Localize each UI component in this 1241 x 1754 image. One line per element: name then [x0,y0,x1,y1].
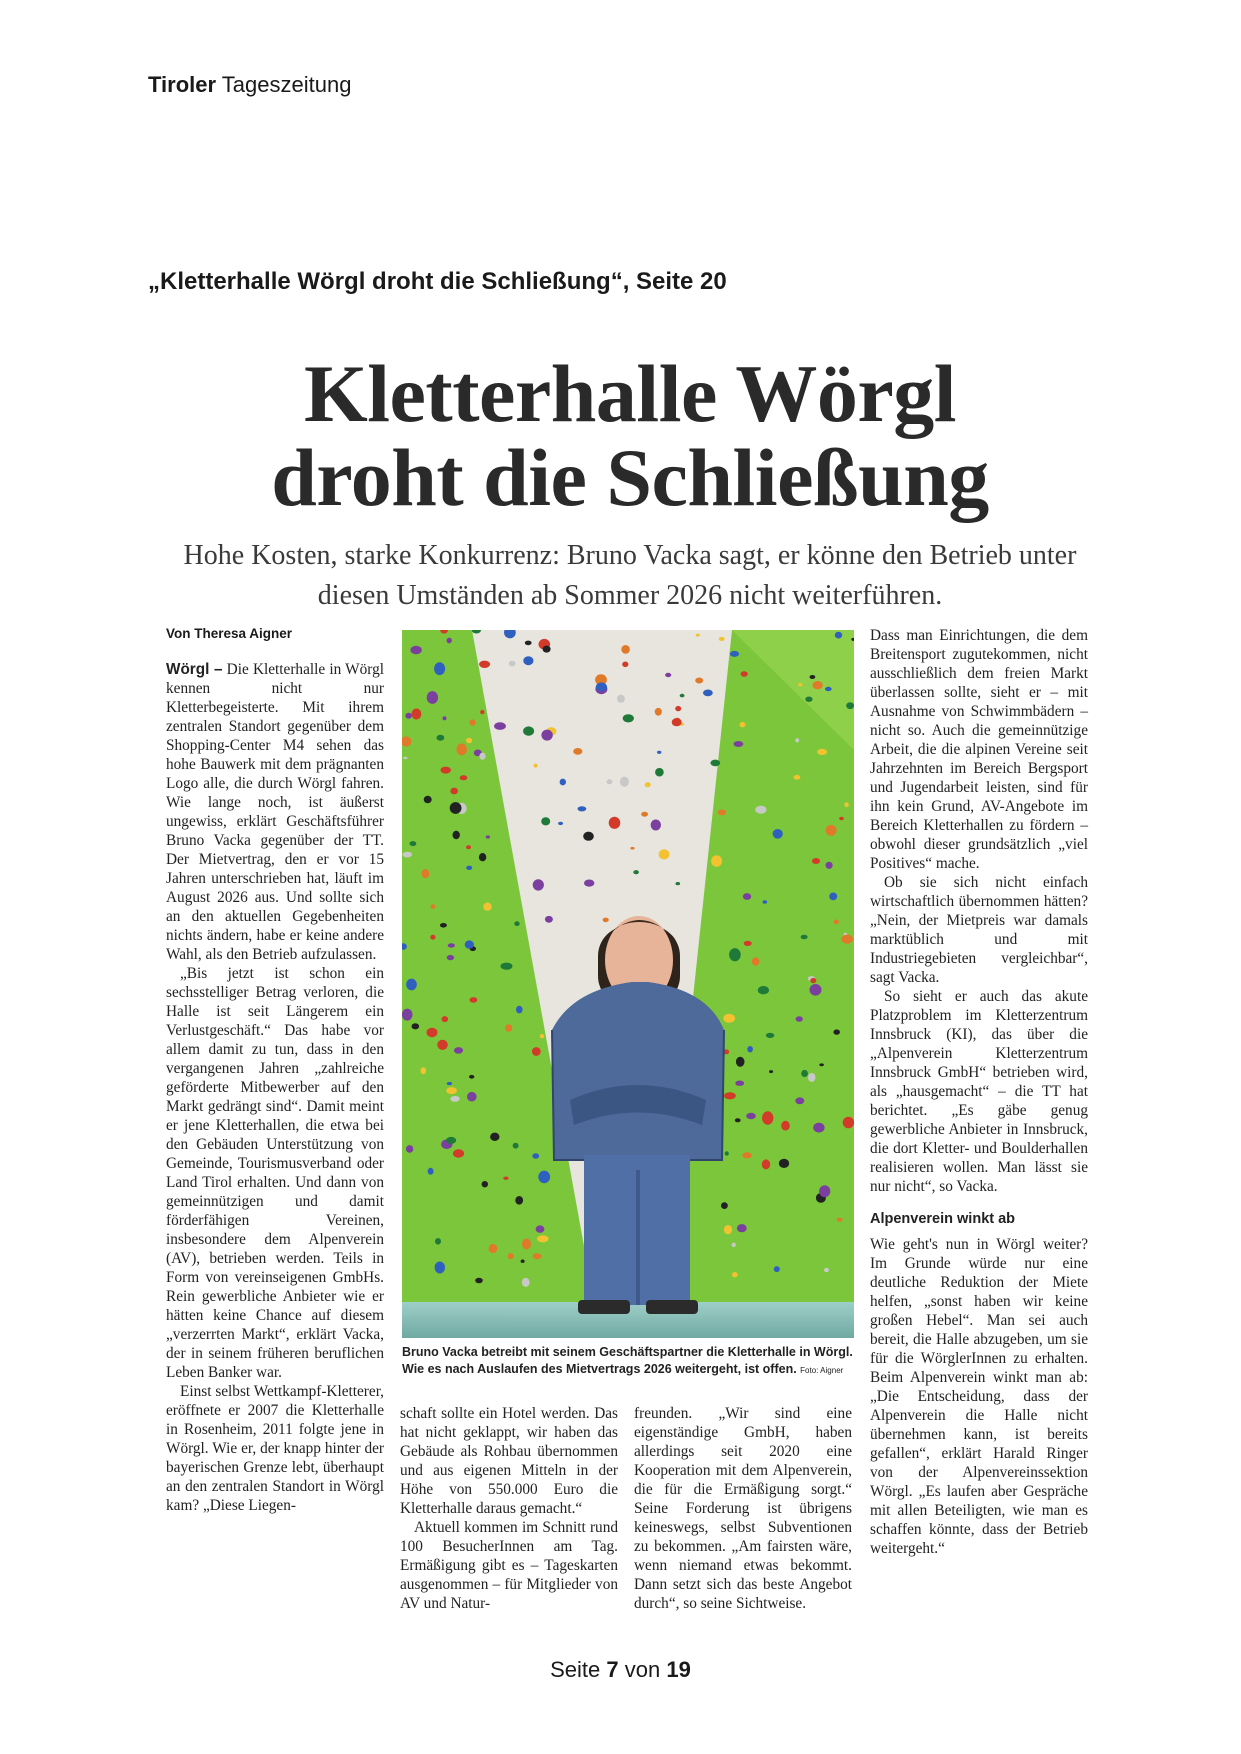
climbing-hold [442,1016,449,1022]
publication-name-bold: Tiroler [148,72,217,97]
climbing-hold [762,1111,773,1124]
climbing-hold [503,1177,508,1180]
climbing-hold [752,957,760,966]
climbing-hold [607,779,613,784]
climbing-hold [522,1278,530,1287]
climbing-hold [839,817,844,820]
climbing-hold [430,935,435,940]
climbing-hold [479,753,485,760]
climbing-hold [835,632,842,639]
climbing-hold [710,760,720,767]
climbing-hold [621,645,630,654]
article-column-2 [400,1404,618,1613]
climbing-hold [622,662,628,668]
climbing-hold [737,1224,747,1232]
climbing-hold [406,979,417,991]
article-photo [402,630,854,1338]
climbing-hold [523,656,533,665]
climbing-hold [817,749,827,755]
climbing-hold [736,1057,745,1067]
climbing-hold [422,869,430,878]
climbing-hold [540,1034,545,1038]
climbing-hold [755,806,766,814]
climbing-hold [781,1121,790,1131]
climbing-hold [421,1067,427,1074]
climbing-hold [744,941,752,946]
climbing-hold [846,702,854,709]
climbing-hold [596,682,607,691]
climbing-hold [844,802,848,807]
climbing-hold [578,806,587,811]
climbing-hold [537,1235,549,1242]
climbing-hold [843,1117,854,1129]
article-column-3 [634,1404,852,1613]
climbing-hold [630,847,634,850]
climbing-hold [428,1168,434,1175]
climbing-hold [514,921,519,926]
climbing-hold [766,1033,774,1038]
climbing-hold [501,963,513,970]
climbing-hold [516,1006,523,1014]
climbing-hold [747,1046,753,1052]
dateline: Wörgl – [166,661,223,678]
climbing-hold [724,1225,732,1234]
article-reference: „Kletterhalle Wörgl droht die Schließung“, Seite 20 [148,268,727,295]
climbing-hold [475,1278,483,1284]
climbing-hold [465,940,474,948]
climbing-hold [657,751,661,754]
climbing-hold [533,1253,542,1259]
climbing-hold [437,1040,448,1050]
article-subheadline: Hohe Kosten, starke Konkurrenz: Bruno Vacka sagt, er könne den Betrieb unter diesen Umständen ab Sommer 2026 nicht weiterführen. [183,540,1077,611]
climbing-hold [434,662,445,675]
paragraph-text: Die Kletterhalle in Wörgl kennen nicht nur Kletterbegeisterte. Mit ihrem zentralen Standort gegenüber dem Shopping-Center M4 sehen das hohe Bauwerk mit dem prägnanten Logo alle, die durch Wörgl fahren. Wie lange noch, ist äußerst ungewiss, erklärt Geschäftsführer Bruno Vacka gegenüber der TT. Der Mietvertrag, den er vor 15 Jahren unterschrieben hat, läuft im August 2026 aus. Und sollte sich an den aktuellen Gegebenheiten nichts ändern, habe er keine andere Wahl, als den Betrieb aufzulassen. [166,661,384,963]
photo-caption [402,1344,854,1379]
climbing-hold [447,1082,452,1085]
climbing-hold [450,788,458,795]
climbing-hold [406,1145,413,1153]
page-label: Seite [550,1657,601,1682]
climbing-hold [513,1143,519,1149]
climbing-hold [412,709,422,720]
climbing-hold [431,904,436,909]
climbing-hold [424,796,432,803]
climbing-hold [801,935,808,940]
climbing-hold [545,916,553,923]
climbing-hold [532,1153,539,1159]
headline-line-1: Kletterhalle Wörgl [303,348,957,439]
climbing-hold [725,1151,729,1155]
climbing-hold [509,661,516,667]
climbing-hold [447,638,452,644]
climbing-hold [405,713,412,719]
climbing-hold [723,1014,735,1023]
climbing-hold [819,1063,824,1066]
headline-line-2: droht die Schließung [271,432,989,523]
climbing-hold [734,741,744,747]
climbing-hold [521,1260,525,1263]
climbing-hold [523,726,534,735]
climbing-hold [479,853,486,861]
climbing-hold [703,690,713,697]
climbing-hold [402,1009,413,1021]
climbing-hold [676,882,681,885]
climbing-hold [719,637,725,641]
climbing-hold [403,852,413,858]
climbing-hold [442,716,446,720]
climbing-hold [515,1196,523,1205]
section-subtitle: Alpenverein winkt ab [870,1211,1016,1227]
climbing-hold [841,935,853,944]
current-page: 7 [606,1657,619,1682]
climbing-hold [659,849,670,859]
climbing-hold [680,694,685,698]
climbing-hold [480,710,484,714]
climbing-hold [779,1159,789,1168]
climbing-hold [450,802,462,814]
climbing-hold [489,1244,498,1253]
climbing-hold [718,810,727,816]
climbing-hold [508,1253,514,1259]
climbing-hold [560,779,566,786]
climbing-hold [453,1149,464,1157]
climbing-hold [695,678,703,684]
climbing-hold [447,955,454,960]
climbing-hold [633,870,639,874]
climbing-hold [813,1123,824,1133]
climbing-hold [826,825,837,836]
climbing-hold [805,697,812,702]
climbing-hold [774,1266,780,1272]
climbing-hold [448,943,455,947]
climbing-hold [675,706,681,711]
climbing-hold [735,1118,741,1122]
climbing-hold [620,777,629,787]
climbing-hold [584,880,594,887]
climbing-hold [795,1097,804,1104]
climbing-hold [829,893,837,901]
climbing-hold [446,1087,457,1094]
paragraph: Ob sie sich nicht einfach wirtschaftlich übernommen hätten? „Nein, der Mietpreis war damals marktüblich und mit Industriegebieten vergleichbar“, sagt Vacka. [870,874,1088,986]
climbing-hold [795,738,799,742]
climbing-hold [743,893,751,900]
climbing-hold [450,1096,459,1102]
climbing-hold [741,671,748,677]
climbing-hold [453,831,460,839]
climbing-hold [538,1171,550,1184]
paragraph: schaft sollte ein Hotel werden. Das hat nicht geklappt, wir haben das Gebäude als Rohbau übernommen und aus eigenen Mitteln in der Höhe von 550.000 Euro die Kletterhalle daraus gemacht.“ [400,1405,618,1517]
climbing-hold [427,691,438,704]
climbing-hold [746,1113,756,1119]
paragraph: Wie geht's nun in Wörgl weiter? Im Grunde würde nur eine deutliche Reduktion der Miete helfen, „sonst haben wir keine großen Hebel“. Man sei auch bereit, die Halle abzugeben, um sie für die WörglerInnen zu erhalten. Beim Alpenverein winkt man ab: „Die Entscheidung, dass der Alpenverein die Halle nicht übernehmen kann, ist bereits gefallen“, erklärt Harald Ringer von der Alpenvereinssektion Wörgl. „Es laufen aber Gespräche mit allen Beteiligten, wie man es schaffen könnte, dass der Betrieb weitergeht.“ [870,1236,1088,1557]
climbing-hold [645,782,651,787]
climbing-hold [824,1268,829,1272]
climbing-hold [724,1092,736,1099]
climbing-hold [532,1047,541,1056]
climbing-hold [573,748,582,755]
climbing-hold [558,822,563,825]
climbing-hold [833,1029,840,1034]
paragraph: Einst selbst Wettkampf-Kletterer, eröffnete er 2007 die Kletterhalle in Rosenheim, 2011 folgte jene in Wörgl. Wie er, der knapp hinter der bayerischen Grenze lebt, überhaupt an den zentralen Standort in Wörgl kam? „Diese Liegen- [166,1383,384,1514]
climbing-hold [798,683,803,686]
paragraph: Dass man Einrichtungen, die dem Breitensport zugutekommen, nicht ausschließlich dem freien Markt überlassen sollte, sieht er – mit Ausnahme von Schwimmbädern – nicht so. Auch die gemeinnützige Arbeit, die die alpinen Vereine seit Jahrzehnten im Bereich Bergsport und Jugendarbeit leisten, sind für ihn kein Grund, AV-Angebote im Bereich Kletterhallen zu fördern – obwohl dieser grundsätzlich „viel Positives“ mache. [870,627,1088,872]
climbing-hold [454,1047,463,1054]
climbing-hold [467,1092,477,1102]
climbing-hold [483,903,491,911]
climbing-hold [665,673,671,677]
climbing-hold [641,812,648,817]
climbing-hold [505,1024,512,1032]
climbing-hold [441,767,451,774]
climbing-hold [812,681,822,689]
climbing-hold [834,920,839,925]
climbing-hold [466,845,471,849]
climbing-hold [403,757,407,760]
climbing-hold [541,817,550,825]
climbing-hold [729,948,741,961]
climbing-hold [732,1243,736,1248]
climbing-hold [758,986,769,994]
climbing-hold [740,722,746,727]
total-pages: 19 [666,1657,691,1682]
climbing-hold [469,719,475,725]
climbing-hold [479,661,490,668]
climbing-hold [437,735,445,741]
climbing-hold [730,651,739,657]
climbing-hold [435,1262,445,1274]
climbing-hold [837,1218,843,1222]
climbing-hold [410,841,417,846]
paragraph: Aktuell kommen im Schnitt rund 100 BesucherInnen am Tag. Ermäßigung gibt es – Tageskarten ausgenommen – für Mitglieder von AV und Natur- [400,1519,618,1612]
climbing-hold [825,687,832,691]
climbing-hold [773,829,783,839]
climbing-hold [435,1238,441,1245]
climbing-hold [801,1070,808,1077]
climbing-hold [440,923,447,928]
paragraph: „Bis jetzt ist schon ein sechsstelliger Betrag verloren, die Halle ist seit Längerem ein Verlustgeschäft.“ Das habe vor allem damit zu tun, dass in den vergangenen Jahren „zahlreiche geförderte Mitbewerber auf den Markt gedrängt sind“. Damit meint er jene Kletterhallen, die etwa bei den Gebäuden Unterstützung von Gemeinde, Tourismusverband oder Land Tirol erhalten. Und dann von gemeinnützigen und damit förderfähigen Vereinen, insbesondere dem Alpenverein (AV), betrieben werden. Teils in Form von vereinseigenen GmbHs. Rein gewerbliche Anbieter wie er hätten keine Chance auf diesem „verzerrten Markt“, erklärt Vacka, der in seinem früheren beruflichen Leben Banker war. [166,965,384,1381]
climbing-hold [769,1070,773,1073]
climbing-hold [490,1133,499,1141]
climbing-hold [494,722,506,730]
article-headline [140,348,1120,523]
climbing-hold [623,714,634,722]
climbing-hold [617,695,625,703]
paragraph: So sieht er auch das akute Platzproblem im Kletterzentrum Innsbruck (KI), das über die „Alpenverein Kletterzentrum Innsbruck GmbH“ betrieben wird, als „hausgemacht“ – die TT hat berichtet. „Es gäbe genug gewerbliche Anbieter in Innsbruck, die dort Kletter- und Boulderhallen realisieren wollen. Man lässt sie nur nicht“, so Vacka. [870,988,1088,1195]
climbing-hold [808,1073,816,1082]
article-author: Von Theresa Aigner [166,626,293,641]
publication-header [148,72,351,98]
climbing-hold [721,1202,728,1209]
climbing-wall-photo [402,630,854,1338]
climbing-hold [762,1159,770,1169]
climbing-hold [466,866,472,870]
climbing-hold [533,879,544,890]
page-number-footer [0,1657,1241,1683]
climbing-hold [810,978,816,983]
climbing-hold [469,1075,474,1079]
climbing-hold [446,1137,456,1144]
climbing-hold [482,1181,488,1187]
climbing-hold [655,768,664,777]
climbing-hold [486,835,490,838]
climbing-hold [711,855,722,867]
climbing-hold [543,646,551,653]
climbing-hold [534,764,538,768]
climbing-hold [583,832,594,841]
climbing-hold [536,1225,545,1232]
climbing-hold [763,900,768,903]
climbing-hold [651,820,661,831]
page-of-label: von [624,1657,661,1682]
climbing-hold [457,743,467,755]
climbing-hold [427,1028,438,1037]
climbing-hold [541,730,552,741]
paragraph [166,660,384,964]
climbing-hold [696,634,700,637]
climbing-hold [810,984,822,996]
caption-text: Bruno Vacka betreibt mit seinem Geschäftspartner die Kletterhalle in Wörgl. Wie es nach Auslaufen des Mietvertrags 2026 weitergeht, ist offen. [402,1345,853,1376]
publication-name-rest: Tageszeitung [221,72,352,97]
climbing-hold [732,1272,738,1277]
climbing-hold [672,718,682,726]
climbing-hold [826,862,833,869]
climbing-hold [810,675,816,679]
climbing-hold [410,646,421,655]
paragraph: freunden. „Wir sind eine eigenständige GmbH, haben allerdings seit 2020 eine Kooperation mit dem Alpenverein, die für die Ermäßigung sorgt.“ Seine Forderung ist übrigens keineswegs, selbst Subventionen zu bekommen. „Am fairsten wäre, wenn niemand etwas bekommt. Dann setzt sich das beste Angebot durch“, so seine Sichtweise. [634,1405,852,1612]
climbing-hold [460,775,468,780]
climbing-hold [609,817,621,829]
climbing-hold [735,1081,744,1086]
article-column-1 [166,660,384,1515]
climbing-hold [812,858,820,864]
article-column-4 [870,626,1088,1558]
climbing-hold [603,918,609,923]
climbing-hold [655,708,662,716]
climbing-hold [470,997,478,1003]
climbing-hold [466,738,472,744]
climbing-hold [412,1023,420,1029]
photo-credit: Foto: Aigner [800,1366,844,1375]
climbing-hold [525,641,532,646]
climbing-hold [742,1152,752,1158]
climbing-hold [796,1016,803,1022]
climbing-hold [522,1239,531,1250]
climbing-hold [794,775,801,780]
climbing-hold [819,1185,830,1197]
